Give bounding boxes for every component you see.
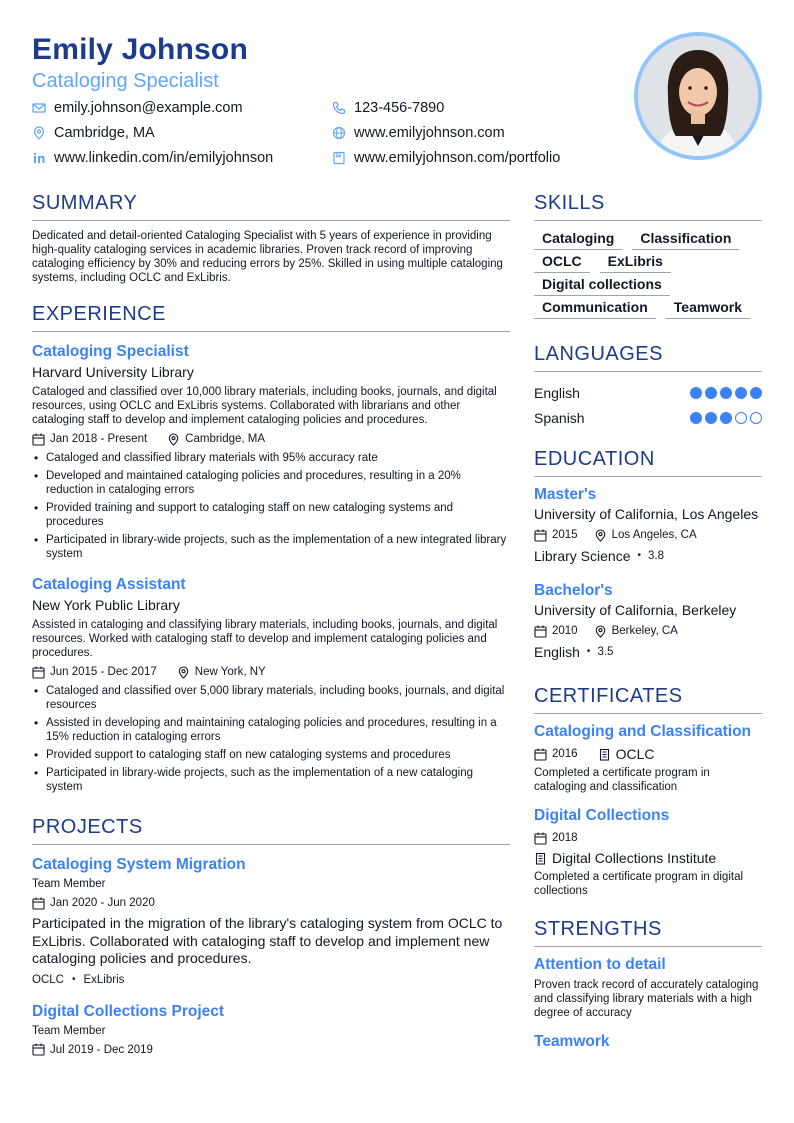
project-description: Participated in the migration of the library's cataloging system from OCLC to ExLibris. Collaborated with cataloging staff to develop and implement new cataloging policies and procedures. <box>32 915 503 966</box>
left-column <box>32 190 510 1062</box>
location-pin-icon <box>594 625 607 638</box>
calendar-icon <box>534 529 547 542</box>
job-entry <box>32 342 510 561</box>
job-bullet: • Developed and maintained cataloging policies and procedures, resulting in a 20% reduction in cataloging errors <box>32 469 510 497</box>
level-dot-filled <box>735 387 747 399</box>
calendar-icon <box>32 1043 45 1056</box>
candidate-name: Emily Johnson <box>32 33 248 66</box>
right-column <box>534 190 762 1052</box>
job-bullets <box>32 684 510 794</box>
contact-list <box>32 98 632 168</box>
job-bullet: • Cataloged and classified over 5,000 library materials, including books, journals, and digital resources <box>32 684 510 712</box>
certificate-entry <box>534 722 762 794</box>
skill-tag: Classification <box>632 229 739 250</box>
project-tool: ExLibris <box>83 973 125 986</box>
strength-name: Attention to detail <box>534 956 666 973</box>
job-dates: Jun 2015 - Dec 2017 <box>50 666 157 678</box>
job-organization: New York Public Library <box>32 597 180 613</box>
certificate-issuer: OCLC <box>615 746 655 762</box>
level-dot-filled <box>720 387 732 399</box>
job-entry <box>32 575 510 794</box>
location-pin-icon <box>167 433 180 446</box>
project-role: Team Member <box>32 1024 106 1037</box>
education-location: Berkeley, CA <box>611 625 678 637</box>
project-role: Team Member <box>32 878 106 890</box>
education-gpa: 3.5 <box>597 646 614 658</box>
education-degree: Master's <box>534 486 597 503</box>
calendar-icon <box>534 625 547 638</box>
languages-list <box>534 380 762 430</box>
level-dot-filled <box>690 387 702 399</box>
strength-entry <box>534 1032 762 1052</box>
contact-website[interactable] <box>332 123 632 143</box>
website-text: www.emilyjohnson.com <box>354 125 505 141</box>
level-dot-filled <box>705 387 717 399</box>
bookmark-icon <box>332 151 346 165</box>
contact-location <box>32 123 332 143</box>
certificate-issuer: Digital Collections Institute <box>552 850 717 866</box>
experience-heading: EXPERIENCE <box>32 301 510 332</box>
candidate-role: Cataloging Specialist <box>32 70 219 92</box>
education-school: University of California, Los Angeles <box>534 506 759 522</box>
project-dates: Jul 2019 - Dec 2019 <box>50 1043 153 1056</box>
summary-text: Dedicated and detail-oriented Cataloging Specialist with 5 years of experience in providing high-quality cataloging services in academic libraries. Proven track record of improving cataloging efficiency by 30% and reducing errors by 25%. Skilled in using multiple cataloging systems, including OCLC and ExLibris. <box>32 230 503 284</box>
mail-icon <box>32 101 46 115</box>
calendar-icon <box>32 433 45 446</box>
level-dot-empty <box>735 412 747 424</box>
globe-icon <box>332 126 346 140</box>
skill-tag: Cataloging <box>534 229 622 250</box>
contact-linkedin[interactable] <box>32 148 332 168</box>
skill-tag: Communication <box>534 298 656 319</box>
education-meta <box>534 527 762 543</box>
certificate-name: Digital Collections <box>534 807 670 824</box>
education-entry <box>534 581 762 661</box>
education-year: 2015 <box>552 529 578 541</box>
phone-text: 123-456-7890 <box>354 100 445 116</box>
job-location: Cambridge, MA <box>185 433 266 445</box>
language-level <box>690 387 762 399</box>
email-text: emily.johnson@example.com <box>54 100 243 116</box>
job-dates: Jan 2018 - Present <box>50 433 148 445</box>
education-entry <box>534 485 762 565</box>
education-field: English <box>534 644 580 660</box>
level-dot-filled <box>750 387 762 399</box>
languages-heading: LANGUAGES <box>534 341 762 372</box>
skill-tag: OCLC <box>534 252 590 273</box>
job-title: Cataloging Specialist <box>32 343 189 360</box>
job-bullet: • Provided support to cataloging staff on new cataloging systems and procedures <box>32 748 510 762</box>
resume-header <box>32 32 762 172</box>
profile-photo <box>634 32 762 160</box>
level-dot-filled <box>690 412 702 424</box>
level-dot-filled <box>720 412 732 424</box>
project-entry <box>32 855 510 986</box>
strengths-heading: STRENGTHS <box>534 916 762 947</box>
education-field-row: English • 3.5 <box>534 644 614 660</box>
certificate-description: Completed a certificate program in cataloging and classification <box>534 767 710 793</box>
job-bullets <box>32 451 510 561</box>
strength-name: Teamwork <box>534 1033 610 1050</box>
education-degree: Bachelor's <box>534 582 613 599</box>
contact-email[interactable] <box>32 98 332 118</box>
certificates-heading: CERTIFICATES <box>534 683 762 714</box>
skill-tag: ExLibris <box>600 252 671 273</box>
language-level <box>690 412 762 424</box>
location-pin-icon <box>32 126 46 140</box>
job-organization: Harvard University Library <box>32 364 194 380</box>
job-location: New York, NY <box>194 666 266 678</box>
location-pin-icon <box>594 529 607 542</box>
calendar-icon <box>32 897 45 910</box>
education-field: Library Science <box>534 548 631 564</box>
project-meta <box>32 895 510 911</box>
certificate-meta <box>534 830 762 846</box>
calendar-icon <box>534 748 547 761</box>
location-text: Cambridge, MA <box>54 125 155 141</box>
education-gpa: 3.8 <box>648 550 665 562</box>
education-school: University of California, Berkeley <box>534 602 737 618</box>
language-name: English <box>534 384 580 401</box>
project-title: Digital Collections Project <box>32 1002 225 1020</box>
certificate-entry <box>534 806 762 898</box>
project-tools: OCLC • ExLibris <box>32 973 125 986</box>
project-title: Cataloging System Migration <box>32 856 246 873</box>
certificate-name: Cataloging and Classification <box>534 723 752 740</box>
skill-tag: Teamwork <box>666 298 750 319</box>
certificate-year: 2018 <box>552 832 578 844</box>
building-icon <box>598 748 611 761</box>
calendar-icon <box>534 832 547 845</box>
linkedin-icon <box>32 151 46 165</box>
certificate-meta <box>534 746 762 762</box>
education-heading: EDUCATION <box>534 446 762 477</box>
project-meta <box>32 1042 510 1058</box>
language-name: Spanish <box>534 409 585 426</box>
skill-tag: Digital collections <box>534 275 670 296</box>
education-location: Los Angeles, CA <box>611 529 697 541</box>
contact-phone[interactable] <box>332 98 632 118</box>
job-meta <box>32 431 510 447</box>
level-dot-filled <box>705 412 717 424</box>
contact-portfolio[interactable] <box>332 148 632 168</box>
building-icon <box>534 852 547 865</box>
job-description: Assisted in cataloging and classifying library materials, including books, journals, and digital resources. Worked with cataloging staff to develop and implement cataloging policies and procedures. <box>32 619 498 659</box>
phone-icon <box>332 101 346 115</box>
job-bullet: • Participated in library-wide projects, such as the implementation of a new cataloging system <box>32 766 510 794</box>
language-row <box>534 380 762 405</box>
strength-description: Proven track record of accurately cataloging and classifying library materials with a high degree of accuracy <box>534 979 759 1019</box>
language-row <box>534 405 762 430</box>
job-bullet: • Cataloged and classified library materials with 95% accuracy rate <box>32 451 510 465</box>
job-meta <box>32 664 510 680</box>
job-title: Cataloging Assistant <box>32 576 186 593</box>
job-bullet: • Provided training and support to cataloging staff on new cataloging systems and procedures <box>32 501 510 529</box>
certificate-issuer-row <box>534 850 762 866</box>
summary-heading: SUMMARY <box>32 190 510 221</box>
job-description: Cataloged and classified over 10,000 library materials, including books, journals, and digital resources, using OCLC and ExLibris systems. Collaborated with librarians and other cataloging staff to develop and implement cataloging policies and procedures. <box>32 386 497 426</box>
project-entry <box>32 1002 510 1058</box>
job-bullet: • Participated in library-wide projects, such as the implementation of a new integrated library system <box>32 533 510 561</box>
strength-entry <box>534 955 762 1020</box>
calendar-icon <box>32 666 45 679</box>
linkedin-text: www.linkedin.com/in/emilyjohnson <box>54 150 274 166</box>
level-dot-empty <box>750 412 762 424</box>
education-meta <box>534 623 762 639</box>
location-pin-icon <box>177 666 190 679</box>
portfolio-text: www.emilyjohnson.com/portfolio <box>354 150 561 166</box>
job-bullet: • Assisted in developing and maintaining cataloging policies and procedures, resulting in a 15% reduction in cataloging errors <box>32 716 510 744</box>
certificate-year: 2016 <box>552 748 578 760</box>
education-year: 2010 <box>552 625 578 637</box>
skills-heading: SKILLS <box>534 190 762 221</box>
education-field-row: Library Science • 3.8 <box>534 548 665 564</box>
skills-list <box>534 229 762 319</box>
certificate-description: Completed a certificate program in digital collections <box>534 871 744 897</box>
project-tool: OCLC <box>32 973 64 986</box>
project-dates: Jan 2020 - Jun 2020 <box>50 897 155 909</box>
projects-heading: PROJECTS <box>32 814 510 845</box>
